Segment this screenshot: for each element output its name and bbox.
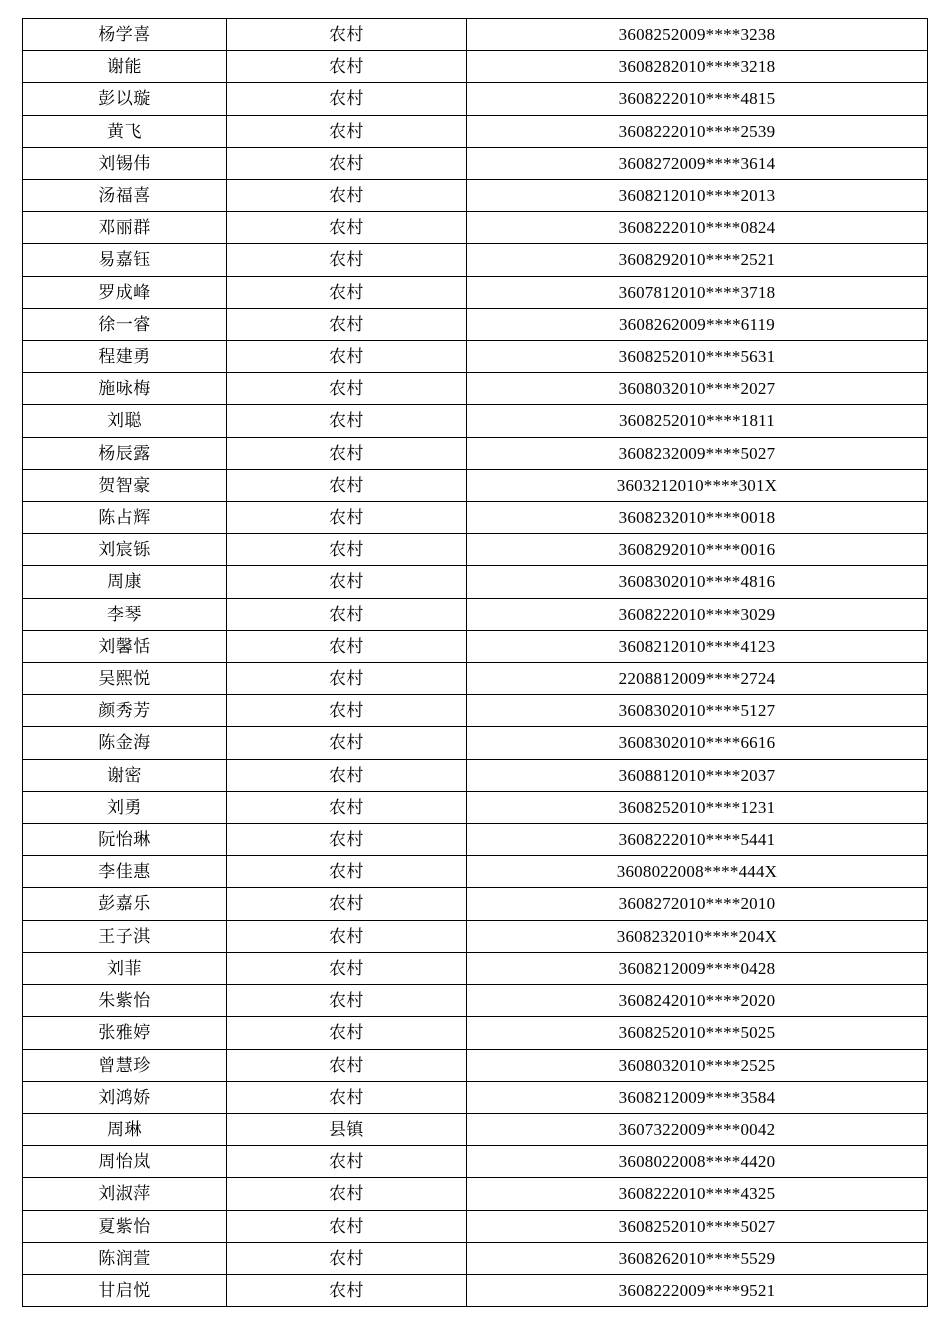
- cell-id-number: 3608252010****1231: [466, 791, 927, 823]
- cell-id-number: 3608032010****2525: [466, 1049, 927, 1081]
- cell-name: 朱紫怡: [23, 985, 227, 1017]
- table-row: [23, 1274, 928, 1306]
- cell-id-number: 3608272009****3614: [466, 147, 927, 179]
- cell-id-number: 3608252010****5027: [466, 1210, 927, 1242]
- table-row: [23, 985, 928, 1017]
- table-row: [23, 534, 928, 566]
- cell-name: 刘鸿娇: [23, 1081, 227, 1113]
- table-row: [23, 83, 928, 115]
- cell-household-type: 农村: [226, 791, 466, 823]
- table-row: [23, 630, 928, 662]
- table-row: [23, 1049, 928, 1081]
- cell-household-type: 农村: [226, 598, 466, 630]
- cell-id-number: 3608222009****9521: [466, 1274, 927, 1306]
- table-row: [23, 180, 928, 212]
- cell-name: 谢能: [23, 51, 227, 83]
- table-row: [23, 212, 928, 244]
- cell-id-number: 3608222010****4325: [466, 1178, 927, 1210]
- cell-name: 刘锡伟: [23, 147, 227, 179]
- cell-household-type: 农村: [226, 856, 466, 888]
- cell-name: 邓丽群: [23, 212, 227, 244]
- cell-name: 吴熙悦: [23, 663, 227, 695]
- table-row: [23, 695, 928, 727]
- cell-household-type: 农村: [226, 469, 466, 501]
- cell-name: 周琳: [23, 1113, 227, 1145]
- cell-household-type: 农村: [226, 308, 466, 340]
- cell-name: 李琴: [23, 598, 227, 630]
- cell-name: 刘宸铄: [23, 534, 227, 566]
- table-row: [23, 437, 928, 469]
- cell-id-number: 3607322009****0042: [466, 1113, 927, 1145]
- cell-household-type: 农村: [226, 920, 466, 952]
- cell-household-type: 农村: [226, 1274, 466, 1306]
- cell-name: 刘菲: [23, 952, 227, 984]
- cell-household-type: 农村: [226, 759, 466, 791]
- table-row: [23, 19, 928, 51]
- cell-id-number: 3608212009****3584: [466, 1081, 927, 1113]
- cell-name: 罗成峰: [23, 276, 227, 308]
- cell-name: 彭以璇: [23, 83, 227, 115]
- table-row: [23, 373, 928, 405]
- cell-household-type: 农村: [226, 180, 466, 212]
- table-row: [23, 920, 928, 952]
- cell-name: 刘聪: [23, 405, 227, 437]
- cell-name: 李佳惠: [23, 856, 227, 888]
- table-row: [23, 791, 928, 823]
- cell-name: 谢密: [23, 759, 227, 791]
- cell-household-type: 农村: [226, 1210, 466, 1242]
- table-row: [23, 566, 928, 598]
- cell-id-number: 3608252010****1811: [466, 405, 927, 437]
- cell-household-type: 农村: [226, 276, 466, 308]
- cell-household-type: 农村: [226, 405, 466, 437]
- cell-id-number: 3608252010****5631: [466, 341, 927, 373]
- cell-id-number: 3608212010****2013: [466, 180, 927, 212]
- cell-id-number: 3608262010****5529: [466, 1242, 927, 1274]
- cell-id-number: 3608302010****6616: [466, 727, 927, 759]
- table-row: [23, 1242, 928, 1274]
- cell-household-type: 农村: [226, 985, 466, 1017]
- cell-household-type: 农村: [226, 727, 466, 759]
- table-row: [23, 469, 928, 501]
- cell-household-type: 农村: [226, 1017, 466, 1049]
- cell-id-number: 3608292010****2521: [466, 244, 927, 276]
- cell-name: 曾慧珍: [23, 1049, 227, 1081]
- cell-household-type: 农村: [226, 115, 466, 147]
- table-row: [23, 1017, 928, 1049]
- cell-id-number: 3608222010****5441: [466, 824, 927, 856]
- cell-name: 陈润萱: [23, 1242, 227, 1274]
- cell-name: 彭嘉乐: [23, 888, 227, 920]
- cell-household-type: 农村: [226, 534, 466, 566]
- table-row: [23, 888, 928, 920]
- cell-name: 甘启悦: [23, 1274, 227, 1306]
- cell-name: 刘馨恬: [23, 630, 227, 662]
- cell-name: 汤福喜: [23, 180, 227, 212]
- cell-household-type: 农村: [226, 1081, 466, 1113]
- cell-name: 黄飞: [23, 115, 227, 147]
- table-row: [23, 115, 928, 147]
- cell-id-number: 3608212010****4123: [466, 630, 927, 662]
- table-row: [23, 1146, 928, 1178]
- table-row: [23, 244, 928, 276]
- cell-household-type: 农村: [226, 437, 466, 469]
- cell-household-type: 农村: [226, 51, 466, 83]
- cell-id-number: 3608302010****5127: [466, 695, 927, 727]
- cell-household-type: 农村: [226, 19, 466, 51]
- cell-name: 阮怡琳: [23, 824, 227, 856]
- cell-id-number: 3607812010****3718: [466, 276, 927, 308]
- cell-id-number: 3603212010****301X: [466, 469, 927, 501]
- table-row: [23, 727, 928, 759]
- cell-id-number: 3608222010****0824: [466, 212, 927, 244]
- cell-name: 刘淑萍: [23, 1178, 227, 1210]
- table-row: [23, 1113, 928, 1145]
- cell-household-type: 农村: [226, 1242, 466, 1274]
- cell-id-number: 3608022008****444X: [466, 856, 927, 888]
- cell-household-type: 农村: [226, 212, 466, 244]
- cell-household-type: 农村: [226, 695, 466, 727]
- table-row: [23, 51, 928, 83]
- cell-name: 夏紫怡: [23, 1210, 227, 1242]
- cell-household-type: 农村: [226, 502, 466, 534]
- cell-household-type: 农村: [226, 630, 466, 662]
- cell-id-number: 3608302010****4816: [466, 566, 927, 598]
- cell-id-number: 3608212009****0428: [466, 952, 927, 984]
- cell-household-type: 农村: [226, 952, 466, 984]
- roster-table-body: [23, 19, 928, 1307]
- cell-id-number: 3608232010****204X: [466, 920, 927, 952]
- table-row: [23, 824, 928, 856]
- table-row: [23, 308, 928, 340]
- cell-id-number: 3608232009****5027: [466, 437, 927, 469]
- cell-name: 刘勇: [23, 791, 227, 823]
- cell-name: 杨辰露: [23, 437, 227, 469]
- cell-id-number: 3608222010****3029: [466, 598, 927, 630]
- cell-household-type: 农村: [226, 888, 466, 920]
- cell-id-number: 3608282010****3218: [466, 51, 927, 83]
- cell-household-type: 农村: [226, 244, 466, 276]
- cell-household-type: 农村: [226, 373, 466, 405]
- cell-household-type: 农村: [226, 83, 466, 115]
- cell-id-number: 3608242010****2020: [466, 985, 927, 1017]
- cell-id-number: 3608252010****5025: [466, 1017, 927, 1049]
- table-row: [23, 341, 928, 373]
- cell-id-number: 3608812010****2037: [466, 759, 927, 791]
- cell-id-number: 3608262009****6119: [466, 308, 927, 340]
- cell-name: 陈占辉: [23, 502, 227, 534]
- table-row: [23, 759, 928, 791]
- cell-household-type: 农村: [226, 341, 466, 373]
- roster-table: [22, 18, 928, 1307]
- table-row: [23, 598, 928, 630]
- cell-household-type: 农村: [226, 566, 466, 598]
- cell-id-number: 3608022008****4420: [466, 1146, 927, 1178]
- cell-name: 徐一睿: [23, 308, 227, 340]
- cell-id-number: 3608272010****2010: [466, 888, 927, 920]
- cell-household-type: 农村: [226, 1049, 466, 1081]
- table-row: [23, 276, 928, 308]
- table-row: [23, 502, 928, 534]
- cell-name: 颜秀芳: [23, 695, 227, 727]
- cell-name: 周康: [23, 566, 227, 598]
- table-row: [23, 405, 928, 437]
- cell-name: 杨学喜: [23, 19, 227, 51]
- cell-id-number: 3608292010****0016: [466, 534, 927, 566]
- cell-household-type: 农村: [226, 147, 466, 179]
- cell-name: 施咏梅: [23, 373, 227, 405]
- table-row: [23, 1081, 928, 1113]
- table-row: [23, 147, 928, 179]
- cell-id-number: 3608252009****3238: [466, 19, 927, 51]
- cell-name: 贺智豪: [23, 469, 227, 501]
- cell-id-number: 3608222010****2539: [466, 115, 927, 147]
- cell-name: 王子淇: [23, 920, 227, 952]
- cell-name: 周怡岚: [23, 1146, 227, 1178]
- cell-id-number: 3608232010****0018: [466, 502, 927, 534]
- cell-id-number: 3608032010****2027: [466, 373, 927, 405]
- table-row: [23, 1210, 928, 1242]
- cell-id-number: 3608222010****4815: [466, 83, 927, 115]
- cell-id-number: 2208812009****2724: [466, 663, 927, 695]
- cell-household-type: 农村: [226, 1146, 466, 1178]
- table-row: [23, 663, 928, 695]
- table-row: [23, 1178, 928, 1210]
- cell-name: 易嘉钰: [23, 244, 227, 276]
- cell-household-type: 县镇: [226, 1113, 466, 1145]
- cell-name: 陈金海: [23, 727, 227, 759]
- cell-household-type: 农村: [226, 824, 466, 856]
- table-row: [23, 952, 928, 984]
- cell-name: 程建勇: [23, 341, 227, 373]
- cell-household-type: 农村: [226, 1178, 466, 1210]
- cell-household-type: 农村: [226, 663, 466, 695]
- cell-name: 张雅婷: [23, 1017, 227, 1049]
- table-row: [23, 856, 928, 888]
